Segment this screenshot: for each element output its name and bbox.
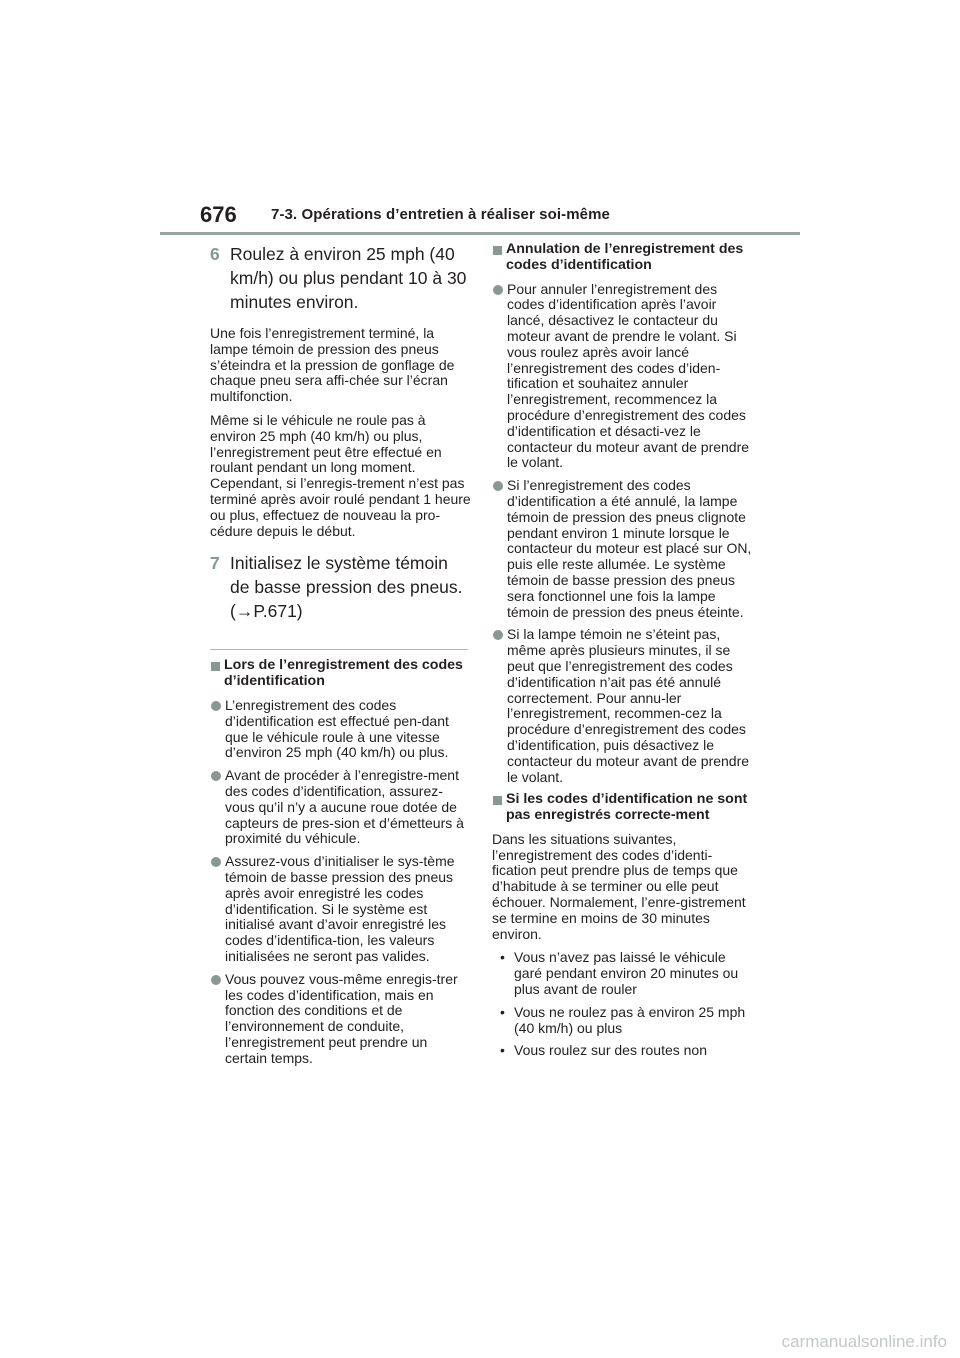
circle-bullet-icon — [211, 701, 221, 711]
paragraph: Même si le véhicule ne roule pas à environ 25 mph (40 km/h) ou plus, l’enregistrement peut être effectué en roulant pendant un long moment. Cependant, si l’enregis-trement n’est pas terminé après avoir roulé pendant 1 heure ou plus, effectuez de nouveau la pro-cédure depuis le début. — [210, 411, 471, 539]
step-number: 6 — [210, 244, 220, 264]
step-6 — [210, 242, 472, 314]
list-item-text: Avant de procéder à l’enregistre-ment des codes d’identification, assurez-vous qu’il n’y a aucune roue dotée de capteurs de pres-sion et d’émetteurs à proximité du véhicule. — [225, 767, 464, 847]
note-heading — [210, 658, 472, 690]
step-text: Roulez à environ 25 mph (40 km/h) ou plus pendant 10 à 30 minutes environ. — [230, 244, 467, 312]
heading-text: Lors de l’enregistrement des codes d’identification — [224, 657, 463, 690]
watermark: carmanualsonline.info — [781, 1332, 947, 1351]
square-bullet-icon — [493, 796, 502, 805]
step-text: Initialisez le système témoin de basse pression des pneus. (→P.671) — [230, 553, 463, 622]
list-item — [210, 768, 472, 847]
failure-heading — [492, 792, 754, 824]
cancel-heading — [492, 242, 754, 274]
list-item-text: L’enregistrement des codes d’identification est effectué pen-dant que le véhicule roule à une vitesse d’environ 25 mph (40 km/h) ou plus. — [225, 696, 449, 761]
step-7 — [210, 551, 472, 623]
circle-bullet-icon — [493, 285, 503, 295]
circle-bullet-icon — [493, 481, 503, 491]
small-bullet-icon: • — [500, 1003, 505, 1020]
heading-text: Si les codes d’identification ne sont pas enregistrés correcte-ment — [506, 791, 748, 824]
section-divider — [210, 649, 468, 650]
list-item-text: Si la lampe témoin ne s’éteint pas, même après plusieurs minutes, il se peut que l’enregistrement des codes d’identification n’ait pas été annulé correctement. Pour annu-ler l’enregistrement, recommen-cez la procédure d’enregistrement des codes d’identification, puis désactivez le contacteur du moteur avant de prendre le volant. — [507, 626, 750, 785]
paragraph: Une fois l’enregistrement terminé, la lampe témoin de pression des pneus s’éteindra et la pression de gonflage de chaque pneu sera affi-chée sur l’écran multifonction. — [210, 325, 455, 405]
list-item-text: Pour annuler l’enregistrement des codes d’identification après l’avoir lancé, désactivez le contacteur du moteur avant de prendre le volant. Si vous roulez après avoir lancé l’enregistrement des codes d’iden-tification et souhaitez annuler l’enregistrement, recommencez la procédure d’enregistrement des codes d’identification et désacti-vez le contacteur du moteur avant de prendre le volant. — [507, 280, 750, 471]
circle-bullet-icon — [211, 857, 221, 867]
small-bullet-icon: • — [500, 1042, 505, 1059]
circle-bullet-icon — [211, 771, 221, 781]
list-item — [210, 854, 472, 965]
right-column — [492, 242, 754, 1066]
section-title: 7-3. Opérations d’entretien à réaliser soi-même — [271, 206, 610, 223]
list-item — [492, 478, 754, 620]
paragraph: Dans les situations suivantes, l’enregistrement des codes d’identi-fication peut prendre plus de temps que d’habitude à se terminer ou elle peut échouer. Normalement, l’enre-gistrement se termine en moins de 30 minutes environ. — [492, 830, 746, 942]
list-item-text: Assurez-vous d’initialiser le sys-tème témoin de basse pression des pneus après avoir enregistré les codes d’identification. Si le système est initialisé avant d’avoir enregistré les codes d’identifica-tion, les valeurs initialisées ne seront pas valides. — [225, 853, 455, 964]
heading-text: Annulation de l’enregistrement des codes d’identification — [506, 241, 744, 273]
square-bullet-icon — [493, 246, 502, 255]
list-item-text: Vous n’avez pas laissé le véhicule garé pendant environ 20 minutes ou plus avant de rouler — [514, 949, 739, 998]
list-item-text: Vous roulez sur des routes non — [514, 1042, 708, 1059]
step-number: 7 — [210, 553, 220, 574]
header-divider — [160, 232, 800, 235]
list-item-text: Vous ne roulez pas à environ 25 mph (40 km/h) ou plus — [514, 1003, 746, 1036]
circle-bullet-icon — [493, 630, 503, 640]
list-item-text: Vous pouvez vous-même enregis-trer les codes d’identification, mais en fonction des conditions et de l’environnement de conduite, l’enregistrement peut prendre un certain temps. — [225, 970, 458, 1066]
list-item — [492, 282, 754, 472]
small-bullet-icon: • — [500, 949, 505, 966]
list-item — [492, 1043, 754, 1059]
left-column — [210, 242, 472, 1073]
page-number: 676 — [200, 202, 237, 227]
list-item — [492, 1005, 754, 1037]
list-item — [492, 950, 754, 997]
list-item — [210, 972, 472, 1067]
list-item-text: Si l’enregistrement des codes d’identification a été annulé, la lampe témoin de pression des pneus clignote pendant environ 1 minute lorsque le contacteur du moteur est placé sur ON, puis elle reste allumée. Le système témoin de basse pression des pneus sera fonctionnel une fois la lampe témoin de pression des pneus éteinte. — [507, 477, 752, 620]
circle-bullet-icon — [211, 975, 221, 985]
square-bullet-icon — [211, 662, 220, 671]
list-item — [210, 698, 472, 761]
list-item — [492, 627, 754, 785]
